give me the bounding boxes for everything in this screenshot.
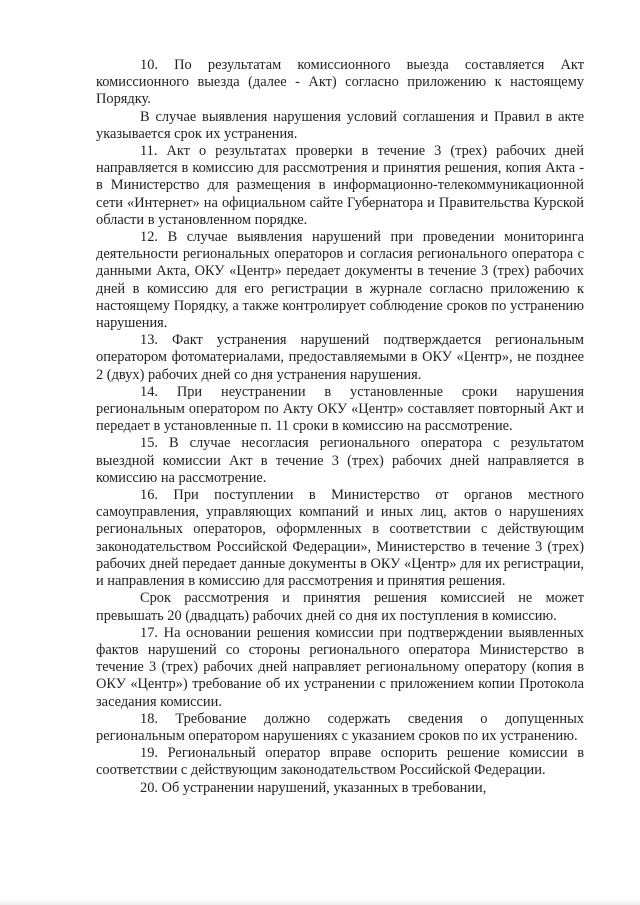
paragraph-19: 19. Региональный оператор вправе оспорить решение комиссии в соответствии с действующим законодательством Российской Федерации. <box>96 745 584 779</box>
paragraph-10: 10. По результатам комиссионного выезда составляется Акт комиссионного выезда (далее - Акт) согласно приложению к настоящему Порядку. <box>96 57 584 108</box>
paragraph-17: 17. На основании решения комиссии при подтверждении выявленных фактов нарушений со стороны регионального оператора Министерство в течение 3 (трех) рабочих дней направляет региональному оператору (копия в ОКУ «Центр») требование об их устранении с приложением копии Протокола заседания комиссии. <box>96 624 584 710</box>
paragraph-13: 13. Факт устранения нарушений подтверждается региональным оператором фотоматериалами, предоставляемыми в ОКУ «Центр», не позднее 2 (двух) рабочих дней со дня устранения нарушения. <box>96 332 584 383</box>
paragraph-20: 20. Об устранении нарушений, указанных в требовании, <box>140 779 487 796</box>
paragraph-10-note: В случае выявления нарушения условий соглашения и Правил в акте указывается срок их устранения. <box>96 108 584 142</box>
paragraph-12: 12. В случае выявления нарушений при проведении мониторинга деятельности региональных операторов и согласия регионального оператора с данными Акта, ОКУ «Центр» передает документы в течение 3 (трех) рабочих дней в комиссию для его регистрации в журнале согласно приложению к настоящему Порядку, а также контролирует соблюдение сроков по устранению нарушения. <box>96 229 584 332</box>
paragraph-18: 18. Требование должно содержать сведения о допущенных региональным оператором нарушениях с указанием сроков по их устранению. <box>96 710 584 744</box>
scan-edge-shadow <box>0 899 640 905</box>
paragraph-15: 15. В случае несогласия регионального оператора с результатом выездной комиссии Акт в течение 3 (трех) рабочих дней направляется в комиссию на рассмотрение. <box>96 435 584 486</box>
paragraph-14: 14. При неустранении в установленные сроки нарушения региональным оператором по Акту ОКУ «Центр» составляет повторный Акт и передает в установленные п. 11 сроки в комиссию на рассмотрение. <box>96 383 584 435</box>
paragraph-11: 11. Акт о результатах проверки в течение 3 (трех) рабочих дней направляется в комиссию для рассмотрения и принятия решения, копия Акта - в Министерство для размещения в информационно-телекоммуникационной сети «Интернет» на официальном сайте Губернатора и Правительства Курской области в установленном порядке. <box>96 143 584 228</box>
paragraph-16-term: Срок рассмотрения и принятия решения комиссией не может превышать 20 (двадцать) рабочих дней со дня их поступления в комиссию. <box>96 590 584 624</box>
paragraph-16: 16. При поступлении в Министерство от органов местного самоуправления, управляющих компаний и иных лиц, актов о нарушениях региональных операторов, оформленных в соответствии с действующим законодательством Российской Федерации», Министерство в течение 3 (трех) рабочих дней передает данные документы в ОКУ «Центр» для их регистрации, и направления в комиссию для рассмотрения и принятия решения. <box>96 487 584 590</box>
document-body <box>96 57 584 797</box>
